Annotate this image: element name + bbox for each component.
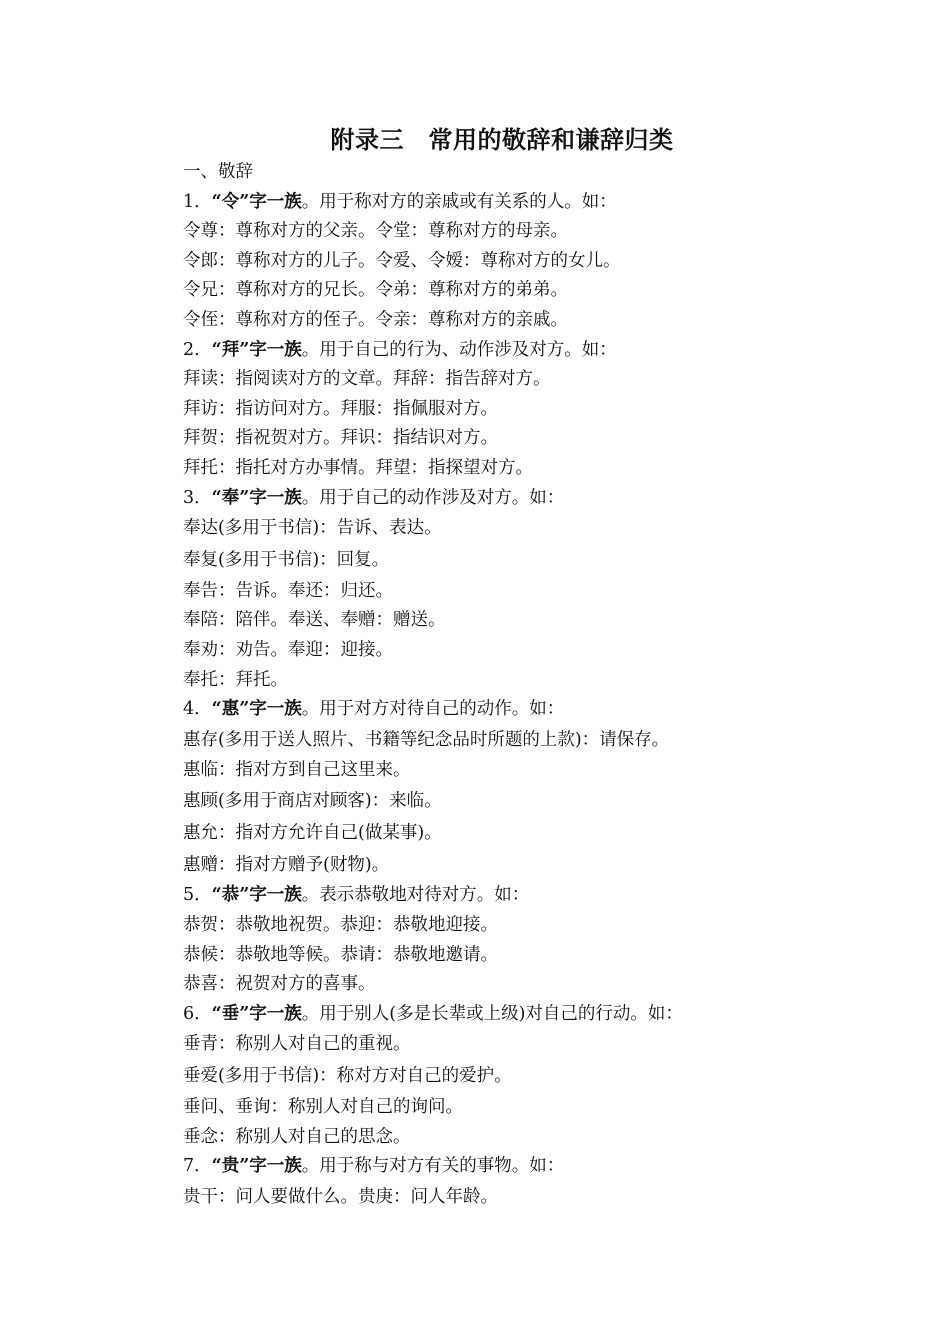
- group-heading-feng: [183, 484, 903, 514]
- entry-line: 恭候：恭敬地等候。恭请：恭敬地邀请。: [183, 944, 498, 965]
- page-title: 附录三 常用的敬辞和谦辞归类: [330, 125, 674, 154]
- entry-line: 令兄：尊称对方的兄长。令弟：尊称对方的弟弟。: [183, 280, 568, 301]
- entry-line: 惠赠：指对方赠予(财物)。: [183, 854, 390, 875]
- entry-line: 垂问、垂询：称别人对自己的询问。: [183, 1097, 463, 1118]
- entry-line: 奉达(多用于书信)：告诉、表达。: [183, 518, 442, 539]
- group-description: 。表示恭敬地对待对方。如：: [301, 885, 530, 906]
- entry-line: 拜读：指阅读对方的文章。拜辞：指告辞对方。: [183, 369, 551, 390]
- group-keyword: “令”字一族: [211, 191, 302, 212]
- entry-line: 恭贺：恭敬地祝贺。恭迎：恭敬地迎接。: [183, 915, 498, 936]
- entry-line: 垂青：称别人对自己的重视。: [183, 1034, 411, 1055]
- group-keyword: “垂”字一族: [211, 1003, 302, 1024]
- group-heading-hui: [183, 695, 903, 725]
- group-number: 4．: [183, 699, 212, 720]
- entry-line: 惠临：指对方到自己这里来。: [183, 760, 411, 781]
- group-heading-gong: [183, 881, 903, 911]
- entry-line: 奉托：拜托。: [183, 669, 288, 690]
- entry-line: 垂念：称别人对自己的思念。: [183, 1126, 411, 1147]
- entry-line: 奉劝：劝告。奉迎：迎接。: [183, 639, 393, 660]
- entry-line: 拜访：指访问对方。拜服：指佩服对方。: [183, 398, 498, 419]
- group-keyword: “拜”字一族: [211, 339, 302, 360]
- entry-line: 奉复(多用于书信)：回复。: [183, 549, 390, 570]
- entry-line: 惠存(多用于送人照片、书籍等纪念品时所题的上款)：请保存。: [183, 729, 670, 750]
- group-number: 1．: [183, 191, 212, 212]
- group-description: 。用于称对方的亲戚或有关系的人。如：: [301, 191, 617, 212]
- entry-line: 奉告：告诉。奉还：归还。: [183, 580, 393, 601]
- group-keyword: “恭”字一族: [211, 885, 302, 906]
- group-keyword: “惠”字一族: [211, 699, 302, 720]
- group-number: 5．: [183, 885, 212, 906]
- document-body: [183, 158, 903, 1214]
- group-description: 。用于自己的行为、动作涉及对方。如：: [301, 339, 617, 360]
- group-description: 。用于对方对待自己的动作。如：: [301, 699, 565, 720]
- group-description: 。用于称与对方有关的事物。如：: [301, 1156, 565, 1177]
- entry-line: 奉陪：陪伴。奉送、奉赠：赠送。: [183, 610, 446, 631]
- group-heading-bai: [183, 336, 903, 366]
- group-heading-gui: [183, 1152, 903, 1182]
- entry-line: 恭喜：祝贺对方的喜事。: [183, 974, 376, 995]
- group-keyword: “贵”字一族: [211, 1156, 302, 1177]
- entry-line: 惠顾(多用于商店对顾客)：来临。: [183, 791, 442, 812]
- group-keyword: “奉”字一族: [211, 487, 302, 508]
- group-number: 7．: [183, 1156, 212, 1177]
- entry-line: 令郎：尊称对方的儿子。令爱、令嫒：尊称对方的女儿。: [183, 250, 621, 271]
- group-number: 3．: [183, 487, 212, 508]
- group-number: 2．: [183, 339, 212, 360]
- entry-line: 贵干：问人要做什么。贵庚：问人年龄。: [183, 1186, 498, 1207]
- group-number: 6．: [183, 1003, 212, 1024]
- group-heading-ling: [183, 188, 903, 218]
- section-heading: 一、敬辞: [183, 162, 253, 182]
- group-description: 。用于别人(多是长辈或上级)对自己的行动。如：: [301, 1003, 683, 1024]
- entry-line: 惠允：指对方允许自己(做某事)。: [183, 822, 442, 843]
- group-heading-chui: [183, 1000, 903, 1030]
- entry-line: 垂爱(多用于书信)：称对方对自己的爱护。: [183, 1066, 512, 1087]
- entry-line: 拜贺：指祝贺对方。拜识：指结识对方。: [183, 428, 498, 449]
- entry-line: 令侄：尊称对方的侄子。令亲：尊称对方的亲戚。: [183, 309, 568, 330]
- entry-line: 令尊：尊称对方的父亲。令堂：尊称对方的母亲。: [183, 221, 568, 242]
- group-description: 。用于自己的动作涉及对方。如：: [301, 487, 565, 508]
- entry-line: 拜托：指托对方办事情。拜望：指探望对方。: [183, 457, 533, 478]
